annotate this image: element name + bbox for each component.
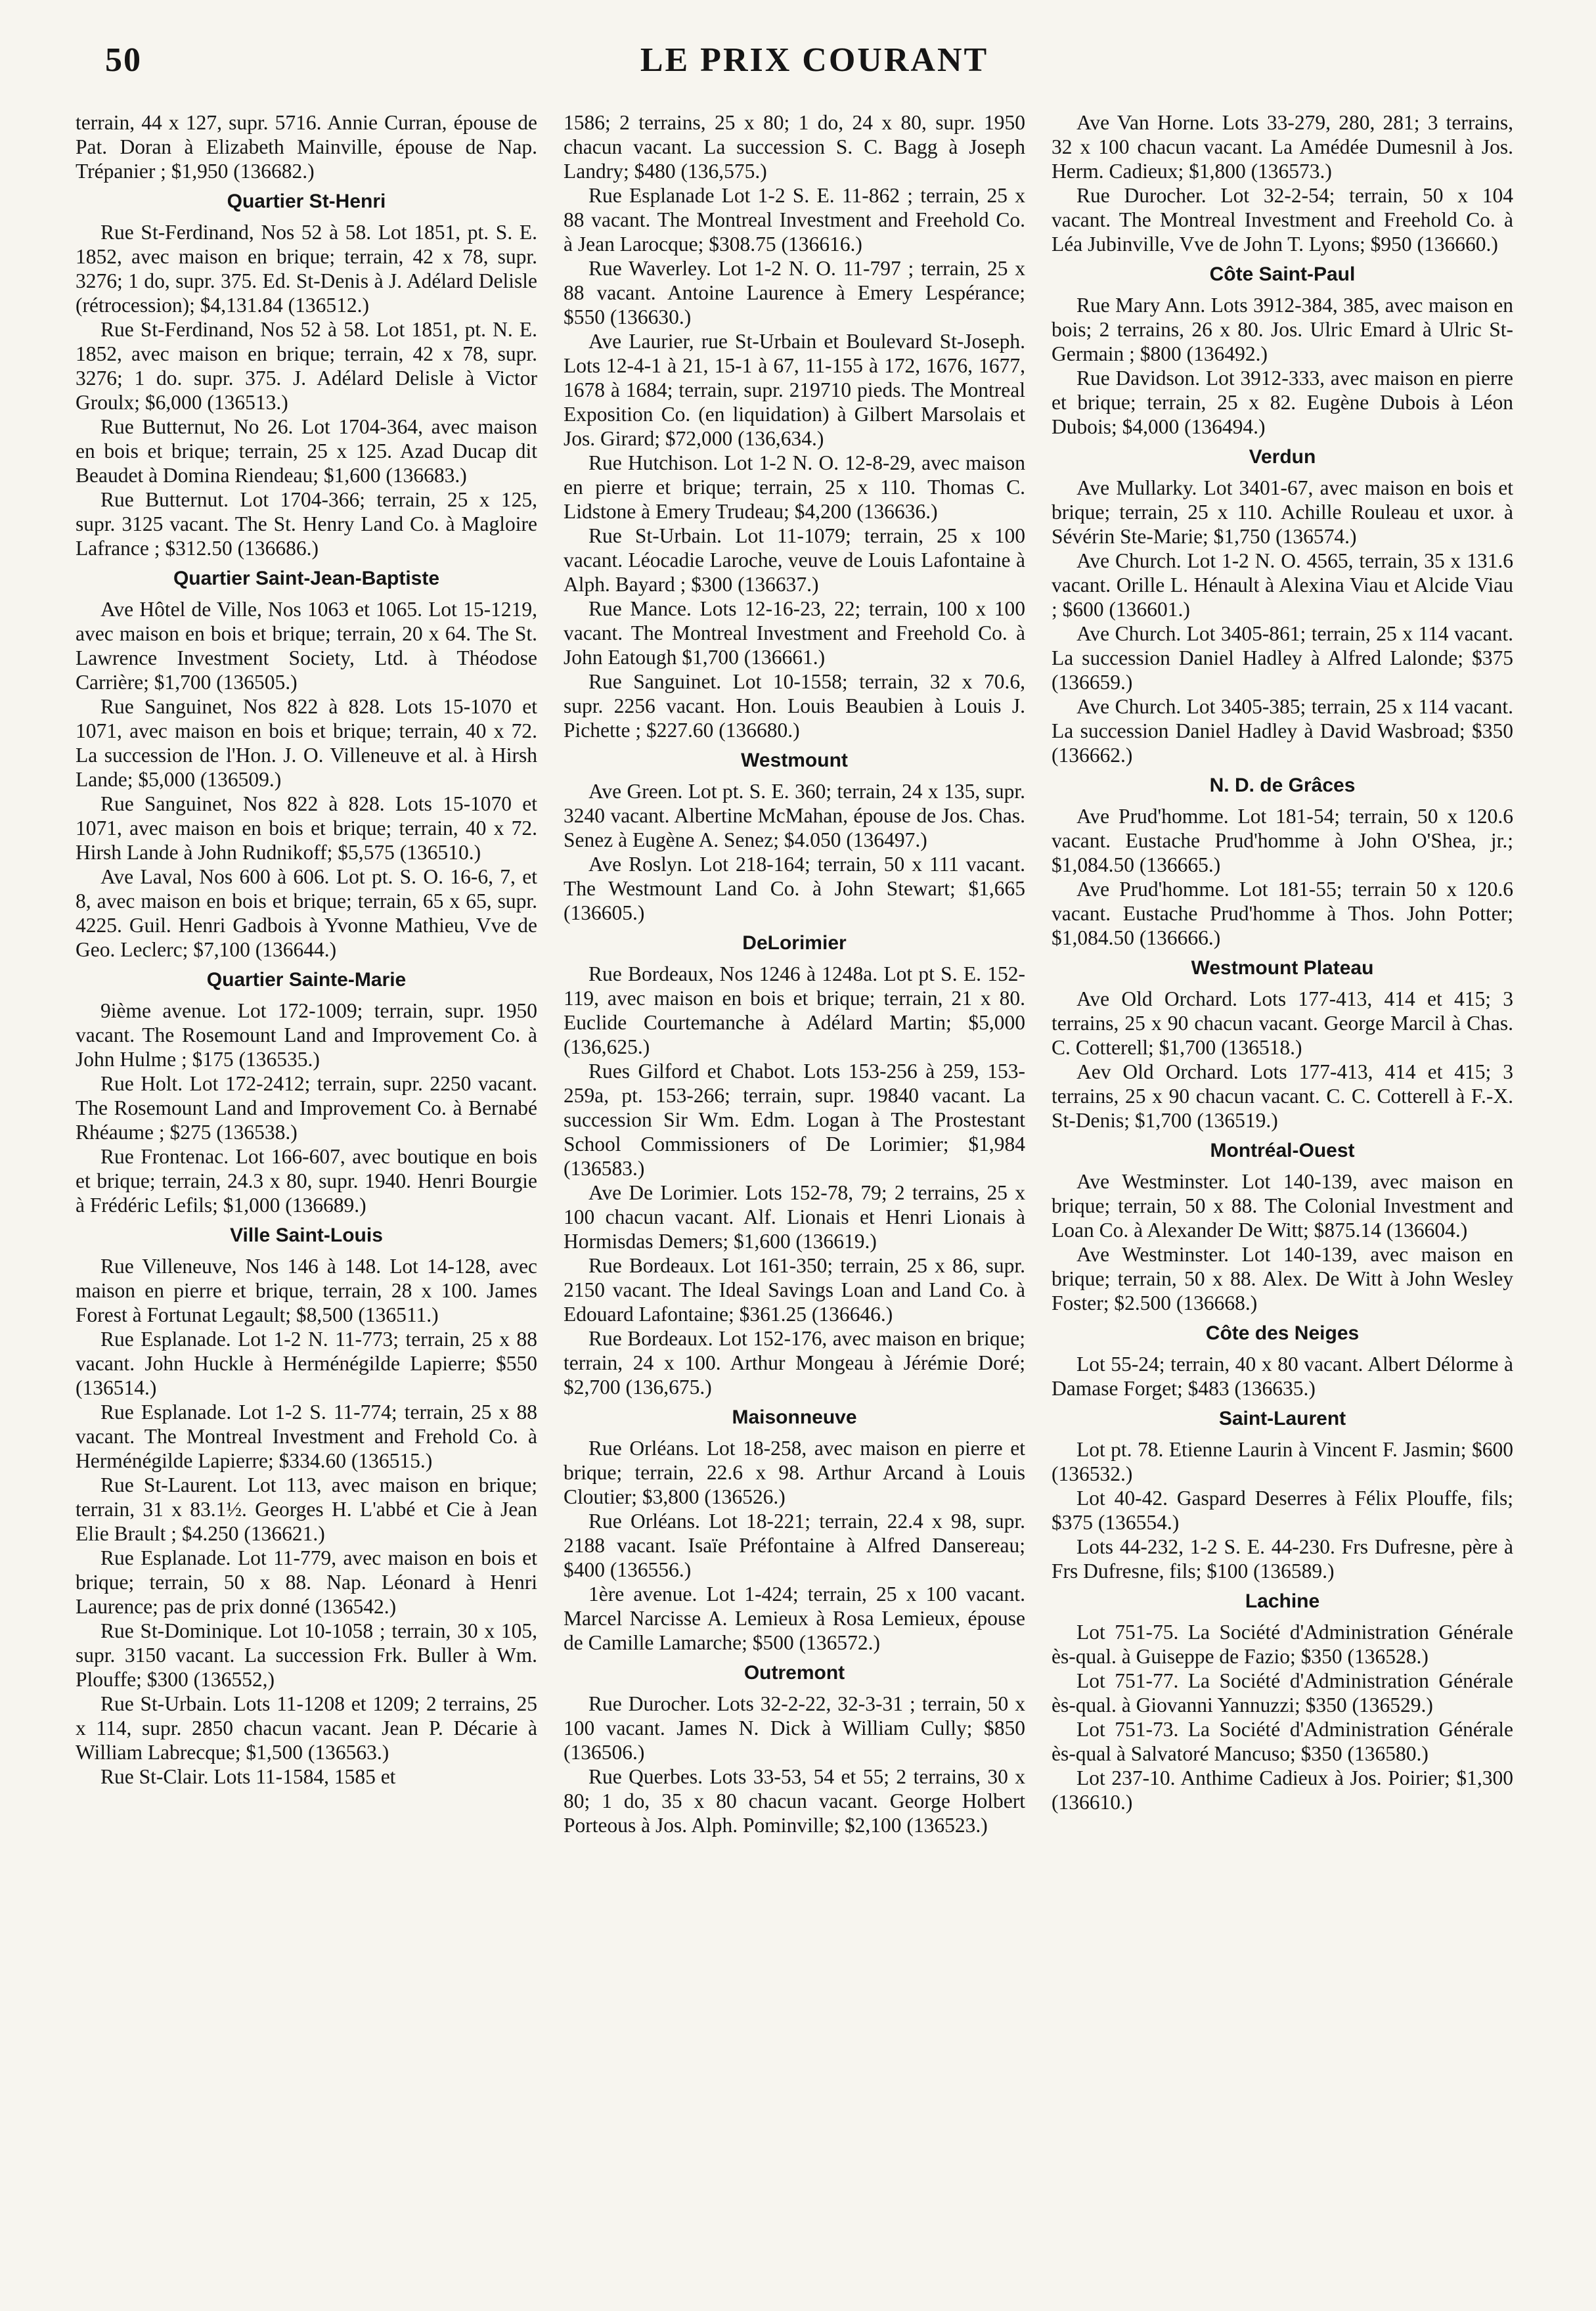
transaction-entry: Rue St-Dominique. Lot 10-1058 ; terrain, 30 x 105, supr. 3150 vacant. La succession Frk. Buller à Wm. Plouffe; $300 (136552,) bbox=[76, 1619, 537, 1691]
transaction-entry: 9ième avenue. Lot 172-1009; terrain, supr. 1950 vacant. The Rosemount Land and Improvement Co. à John Hulme ; $175 (136535.) bbox=[76, 999, 537, 1071]
page-header bbox=[105, 41, 1524, 87]
transaction-entry: Ave Westminster. Lot 140-139, avec maison en brique; terrain, 50 x 88. Alex. De Witt à John Wesley Foster; $2.500 (136668.) bbox=[1052, 1243, 1513, 1314]
section-heading: Westmount bbox=[741, 750, 848, 771]
transaction-entry: Rue Sanguinet, Nos 822 à 828. Lots 15-1070 et 1071, avec maison en bois et brique; terrain, 40 x 72. Hirsh Lande à John Rudnikoff; $5,575 (136510.) bbox=[76, 792, 537, 864]
transaction-entry: Ave Mullarky. Lot 3401-67, avec maison en bois et brique; terrain, 25 x 110. Achille Rouleau et uxor. à Sévérin Ste-Marie; $1,750 (136574.) bbox=[1052, 476, 1513, 548]
transaction-entry: Rue Butternut, No 26. Lot 1704-364, avec maison en bois et brique; terrain, 25 x 125. Azad Ducap dit Beaudet à Domina Riendeau; $1,600 (136683.) bbox=[76, 415, 537, 487]
section-heading: Verdun bbox=[1249, 446, 1316, 468]
transaction-entry: Lot pt. 78. Etienne Laurin à Vincent F. Jasmin; $600 (136532.) bbox=[1052, 1438, 1513, 1485]
transaction-entry: Lot 40-42. Gaspard Deserres à Félix Plouffe, fils; $375 (136554.) bbox=[1052, 1487, 1513, 1534]
transaction-entry: Lot 751-77. La Société d'Administration Générale ès-qual. à Giovanni Yannuzzi; $350 (136529.) bbox=[1052, 1669, 1513, 1716]
transaction-entry: Ave Old Orchard. Lots 177-413, 414 et 415; 3 terrains, 25 x 90 chacun vacant. George Marcil à Chas. C. Cotterell; $1,700 (136518.) bbox=[1052, 987, 1513, 1059]
transaction-entry: Ave Prud'homme. Lot 181-54; terrain, 50 x 120.6 vacant. Eustache Prud'homme à John O'Shea, jr.; $1,084.50 (136665.) bbox=[1052, 805, 1513, 876]
transaction-entry: Rue St-Clair. Lots 11-1584, 1585 et bbox=[100, 1765, 396, 1788]
transaction-entry: Ave Church. Lot 3405-861; terrain, 25 x 114 vacant. La succession Daniel Hadley à Alfred Lalonde; $375 (136659.) bbox=[1052, 622, 1513, 694]
running-title: LE PRIX COURANT bbox=[640, 41, 989, 79]
transaction-entry: Ave Green. Lot pt. S. E. 360; terrain, 24 x 135, supr. 3240 vacant. Albertine McMahan, épouse de Jos. Chas. Senez à Eugène A. Senez; $4.050 (136497.) bbox=[564, 780, 1025, 851]
transaction-entry: 1ère avenue. Lot 1-424; terrain, 25 x 100 vacant. Marcel Narcisse A. Lemieux à Rosa Lemieux, épouse de Camille Lamarche; $500 (136572.) bbox=[564, 1582, 1025, 1654]
transaction-entry: Rue Esplanade. Lot 1-2 S. 11-774; terrain, 25 x 88 vacant. The Montreal Investment and Frehold Co. à Herménégilde Lapierre; $334.60 (136515.) bbox=[76, 1401, 537, 1472]
transaction-entry: Rue Mance. Lots 12-16-23, 22; terrain, 100 x 100 vacant. The Montreal Investment and Freehold Co. à John Eatough $1,700 (136661.) bbox=[564, 597, 1025, 669]
transaction-entry: Rue Davidson. Lot 3912-333, avec maison en pierre et brique; terrain, 25 x 82. Eugène Dubois à Léon Dubois; $4,000 (136494.) bbox=[1052, 367, 1513, 438]
page-number: 50 bbox=[105, 41, 142, 79]
transaction-entry: Ave Church. Lot 3405-385; terrain, 25 x 114 vacant. La succession Daniel Hadley à David Wasbroad; $350 (136662.) bbox=[1052, 695, 1513, 767]
transaction-entry: Lot 751-75. La Société d'Administration Générale ès-qual. à Guiseppe de Fazio; $350 (136528.) bbox=[1052, 1621, 1513, 1668]
transaction-entry: Aev Old Orchard. Lots 177-413, 414 et 415; 3 terrains, 25 x 90 chacun vacant. C. C. Cotterell à F.-X. St-Denis; $1,700 (136519.) bbox=[1052, 1060, 1513, 1132]
transaction-entry: Rue Hutchison. Lot 1-2 N. O. 12-8-29, avec maison en pierre et brique; terrain, 25 x 110. Thomas C. Lidstone à Emery Trudeau; $4,200 (136636.) bbox=[564, 451, 1025, 523]
transaction-entry: Rue Sanguinet, Nos 822 à 828. Lots 15-1070 et 1071, avec maison en bois et brique; terrain, 40 x 72. La succession de l'Hon. J. O. Villeneuve et al. à Hirsh Lande; $5,000 (136509.) bbox=[76, 695, 537, 791]
section-heading: Quartier Saint-Jean-Baptiste bbox=[173, 568, 440, 589]
transaction-entry: Ave De Lorimier. Lots 152-78, 79; 2 terrains, 25 x 100 chacun vacant. Alf. Lionais et Henri Lionais à Hormisdas Demers; $1,600 (136619.) bbox=[564, 1181, 1025, 1253]
transaction-entry: Ave Laurier, rue St-Urbain et Boulevard St-Joseph. Lots 12-4-1 à 21, 15-1 à 67, 11-155 à 172, 1676, 1677, 1678 à 1684; terrain, supr. 219710 pieds. The Montreal Exposition Co. (en liquidation) à Gilbert Marsolais et Jos. Girard; $72,000 (136,634.) bbox=[564, 330, 1025, 450]
transaction-entry: Rue Durocher. Lot 32-2-54; terrain, 50 x 104 vacant. The Montreal Investment and Freehold Co. à Léa Jubinville, Vve de John T. Lyons; $950 (136660.) bbox=[1052, 184, 1513, 256]
section-heading: Ville Saint-Louis bbox=[230, 1224, 383, 1246]
section-heading: Lachine bbox=[1245, 1590, 1320, 1612]
columns-container bbox=[76, 110, 1514, 2278]
transaction-entry: Rues Gilford et Chabot. Lots 153-256 à 259, 153-259a, pt. 153-266; terrain, supr. 19840 vacant. La succession Sir Wm. Edm. Logan à The Prostestant School Commissioners of De Lorimier; $1,984 (136583.) bbox=[564, 1060, 1025, 1180]
transaction-entry: 1586; 2 terrains, 25 x 80; 1 do, 24 x 80, supr. 1950 chacun vacant. La succession S. C. Bagg à Joseph Landry; $480 (136,575.) bbox=[564, 111, 1025, 183]
transaction-entry: terrain, 44 x 127, supr. 5716. Annie Curran, épouse de Pat. Doran à Elizabeth Mainville, épouse de Nap. Trépanier ; $1,950 (136682.) bbox=[76, 111, 537, 183]
transaction-entry: Ave Hôtel de Ville, Nos 1063 et 1065. Lot 15-1219, avec maison en bois et brique; terrain, 20 x 64. The St. Lawrence Investment Society, Ltd. à Théodose Carrière; $1,700 (136505.) bbox=[76, 598, 537, 694]
transaction-entry: Rue Sanguinet. Lot 10-1558; terrain, 32 x 70.6, supr. 2256 vacant. Hon. Louis Beaubien à Louis J. Pichette ; $227.60 (136680.) bbox=[564, 670, 1025, 742]
transaction-entry: Rue Orléans. Lot 18-221; terrain, 22.4 x 98, supr. 2188 vacant. Isaïe Préfontaine à Alfred Dansereau; $400 (136556.) bbox=[564, 1510, 1025, 1581]
column-1 bbox=[76, 110, 537, 2278]
transaction-entry: Rue Butternut. Lot 1704-366; terrain, 25 x 125, supr. 3125 vacant. The St. Henry Land Co. à Magloire Lafrance ; $312.50 (136686.) bbox=[76, 488, 537, 560]
section-heading: Côte des Neiges bbox=[1205, 1322, 1360, 1344]
section-heading: Montréal-Ouest bbox=[1210, 1140, 1355, 1161]
section-heading: Côte Saint-Paul bbox=[1209, 263, 1356, 285]
transaction-entry: Rue Orléans. Lot 18-258, avec maison en pierre et brique; terrain, 22.6 x 98. Arthur Arcand à Louis Cloutier; $3,800 (136526.) bbox=[564, 1437, 1025, 1508]
column-2 bbox=[564, 110, 1025, 2278]
transaction-entry: Rue Esplanade. Lot 1-2 N. 11-773; terrain, 25 x 88 vacant. John Huckle à Herménégilde Lapierre; $550 (136514.) bbox=[76, 1328, 537, 1399]
transaction-entry: Rue St-Ferdinand, Nos 52 à 58. Lot 1851, pt. N. E. 1852, avec maison en brique; terrain, 42 x 78, supr. 3276; 1 do. supr. 375. J. Adélard Delisle à Victor Groulx; $6,000 (136513.) bbox=[76, 318, 537, 414]
transaction-entry: Rue St-Urbain. Lots 11-1208 et 1209; 2 terrains, 25 x 114, supr. 2850 chacun vacant. Jean P. Décarie à William Labrecque; $1,500 (136563.) bbox=[76, 1692, 537, 1764]
transaction-entry: Rue Esplanade. Lot 11-779, avec maison en bois et brique; terrain, 50 x 88. Nap. Léonard à Henri Laurence; pas de prix donné (136542.) bbox=[76, 1546, 537, 1618]
transaction-entry: Lot 237-10. Anthime Cadieux à Jos. Poirier; $1,300 (136610.) bbox=[1052, 1766, 1513, 1814]
transaction-entry: Rue Bordeaux, Nos 1246 à 1248a. Lot pt S. E. 152-119, avec maison en bois et brique; terrain, 21 x 80. Euclide Courtemanche à Adélard Martin; $5,000 (136,625.) bbox=[564, 962, 1025, 1058]
transaction-entry: Rue Esplanade Lot 1-2 S. E. 11-862 ; terrain, 25 x 88 vacant. The Montreal Investment and Freehold Co. à Jean Larocque; $308.75 (136616.) bbox=[564, 184, 1025, 256]
column-3 bbox=[1052, 110, 1513, 2278]
transaction-entry: Rue Bordeaux. Lot 152-176, avec maison en brique; terrain, 24 x 100. Arthur Mongeau à Jérémie Doré; $2,700 (136,675.) bbox=[564, 1327, 1025, 1399]
transaction-entry: Rue Querbes. Lots 33-53, 54 et 55; 2 terrains, 30 x 80; 1 do, 35 x 80 chacun vacant. George Holbert Porteous à Jos. Alph. Pominville; $2,100 (136523.) bbox=[564, 1765, 1025, 1837]
transaction-entry: Rue Durocher. Lots 32-2-22, 32-3-31 ; terrain, 50 x 100 vacant. James N. Dick à William Cully; $850 (136506.) bbox=[564, 1692, 1025, 1764]
transaction-entry: Ave Van Horne. Lots 33-279, 280, 281; 3 terrains, 32 x 100 chacun vacant. La Amédée Dumesnil à Jos. Herm. Cadieux; $1,800 (136573.) bbox=[1052, 111, 1513, 183]
transaction-entry: Rue St-Ferdinand, Nos 52 à 58. Lot 1851, pt. S. E. 1852, avec maison en brique; terrain, 42 x 78, supr. 3276; 1 do, supr. 375. Ed. St-Denis à J. Adélard Delisle (rétrocession); $4,131.84 (136512.) bbox=[76, 221, 537, 317]
transaction-entry: Lot 751-73. La Société d'Administration Générale ès-qual à Salvatoré Mancuso; $350 (136580.) bbox=[1052, 1718, 1513, 1765]
section-heading: N. D. de Grâces bbox=[1209, 774, 1356, 796]
section-heading: Outremont bbox=[743, 1662, 845, 1684]
transaction-entry: Ave Laval, Nos 600 à 606. Lot pt. S. O. 16-6, 7, et 8, avec maison en bois et brique; terrain, 65 x 65, supr. 4225. Guil. Henri Gadbois à Yvonne Mathieu, Vve de Geo. Leclerc; $7,100 (136644.) bbox=[76, 865, 537, 961]
section-heading: Quartier St-Henri bbox=[227, 191, 386, 212]
transaction-entry: Rue Frontenac. Lot 166-607, avec boutique en bois et brique; terrain, 24.3 x 80, supr. 1940. Henri Bourgie à Frédéric Lefils; $1,000 (136689.) bbox=[76, 1145, 537, 1217]
section-heading: Quartier Sainte-Marie bbox=[206, 969, 407, 991]
transaction-entry: Rue Bordeaux. Lot 161-350; terrain, 25 x 86, supr. 2150 vacant. The Ideal Savings Loan and Land Co. à Edouard Lafontaine; $361.25 (136646.) bbox=[564, 1254, 1025, 1326]
section-heading: DeLorimier bbox=[742, 932, 847, 954]
section-heading: Maisonneuve bbox=[732, 1406, 857, 1428]
transaction-entry: Rue Mary Ann. Lots 3912-384, 385, avec maison en bois; 2 terrains, 26 x 80. Jos. Ulric Emard à Ulric St-Germain ; $800 (136492.) bbox=[1052, 294, 1513, 365]
transaction-entry: Rue Holt. Lot 172-2412; terrain, supr. 2250 vacant. The Rosemount Land and Improvement Co. à Bernabé Rhéaume ; $275 (136538.) bbox=[76, 1072, 537, 1144]
transaction-entry: Rue St-Urbain. Lot 11-1079; terrain, 25 x 100 vacant. Léocadie Laroche, veuve de Louis Lafontaine à Alph. Bayard ; $300 (136637.) bbox=[564, 524, 1025, 596]
transaction-entry: Ave Roslyn. Lot 218-164; terrain, 50 x 111 vacant. The Westmount Land Co. à John Stewart; $1,665 (136605.) bbox=[564, 853, 1025, 924]
transaction-entry: Lots 44-232, 1-2 S. E. 44-230. Frs Dufresne, père à Frs Dufresne, fils; $100 (136589.) bbox=[1052, 1535, 1513, 1582]
section-heading: Westmount Plateau bbox=[1191, 957, 1374, 979]
transaction-entry: Rue Waverley. Lot 1-2 N. O. 11-797 ; terrain, 25 x 88 vacant. Antoine Laurence à Emery Lespérance; $550 (136630.) bbox=[564, 257, 1025, 328]
transaction-entry: Ave Church. Lot 1-2 N. O. 4565, terrain, 35 x 131.6 vacant. Orille L. Hénault à Alexina Viau et Alcide Viau ; $600 (136601.) bbox=[1052, 549, 1513, 621]
transaction-entry: Lot 55-24; terrain, 40 x 80 vacant. Albert Délorme à Damase Forget; $483 (136635.) bbox=[1052, 1353, 1513, 1400]
transaction-entry: Rue St-Laurent. Lot 113, avec maison en brique; terrain, 31 x 83.1½. Georges H. L'abbé et Cie à Jean Elie Brault ; $4.250 (136621.) bbox=[76, 1473, 537, 1545]
section-heading: Saint-Laurent bbox=[1218, 1408, 1346, 1429]
transaction-entry: Rue Villeneuve, Nos 146 à 148. Lot 14-128, avec maison en pierre et brique, terrain, 28 x 100. James Forest à Fortunat Legault; $8,500 (136511.) bbox=[76, 1255, 537, 1326]
transaction-entry: Ave Prud'homme. Lot 181-55; terrain 50 x 120.6 vacant. Eustache Prud'homme à Thos. John Potter; $1,084.50 (136666.) bbox=[1052, 878, 1513, 949]
transaction-entry: Ave Westminster. Lot 140-139, avec maison en brique; terrain, 50 x 88. The Colonial Investment and Loan Co. à Alexander De Witt; $875.14 (136604.) bbox=[1052, 1170, 1513, 1242]
